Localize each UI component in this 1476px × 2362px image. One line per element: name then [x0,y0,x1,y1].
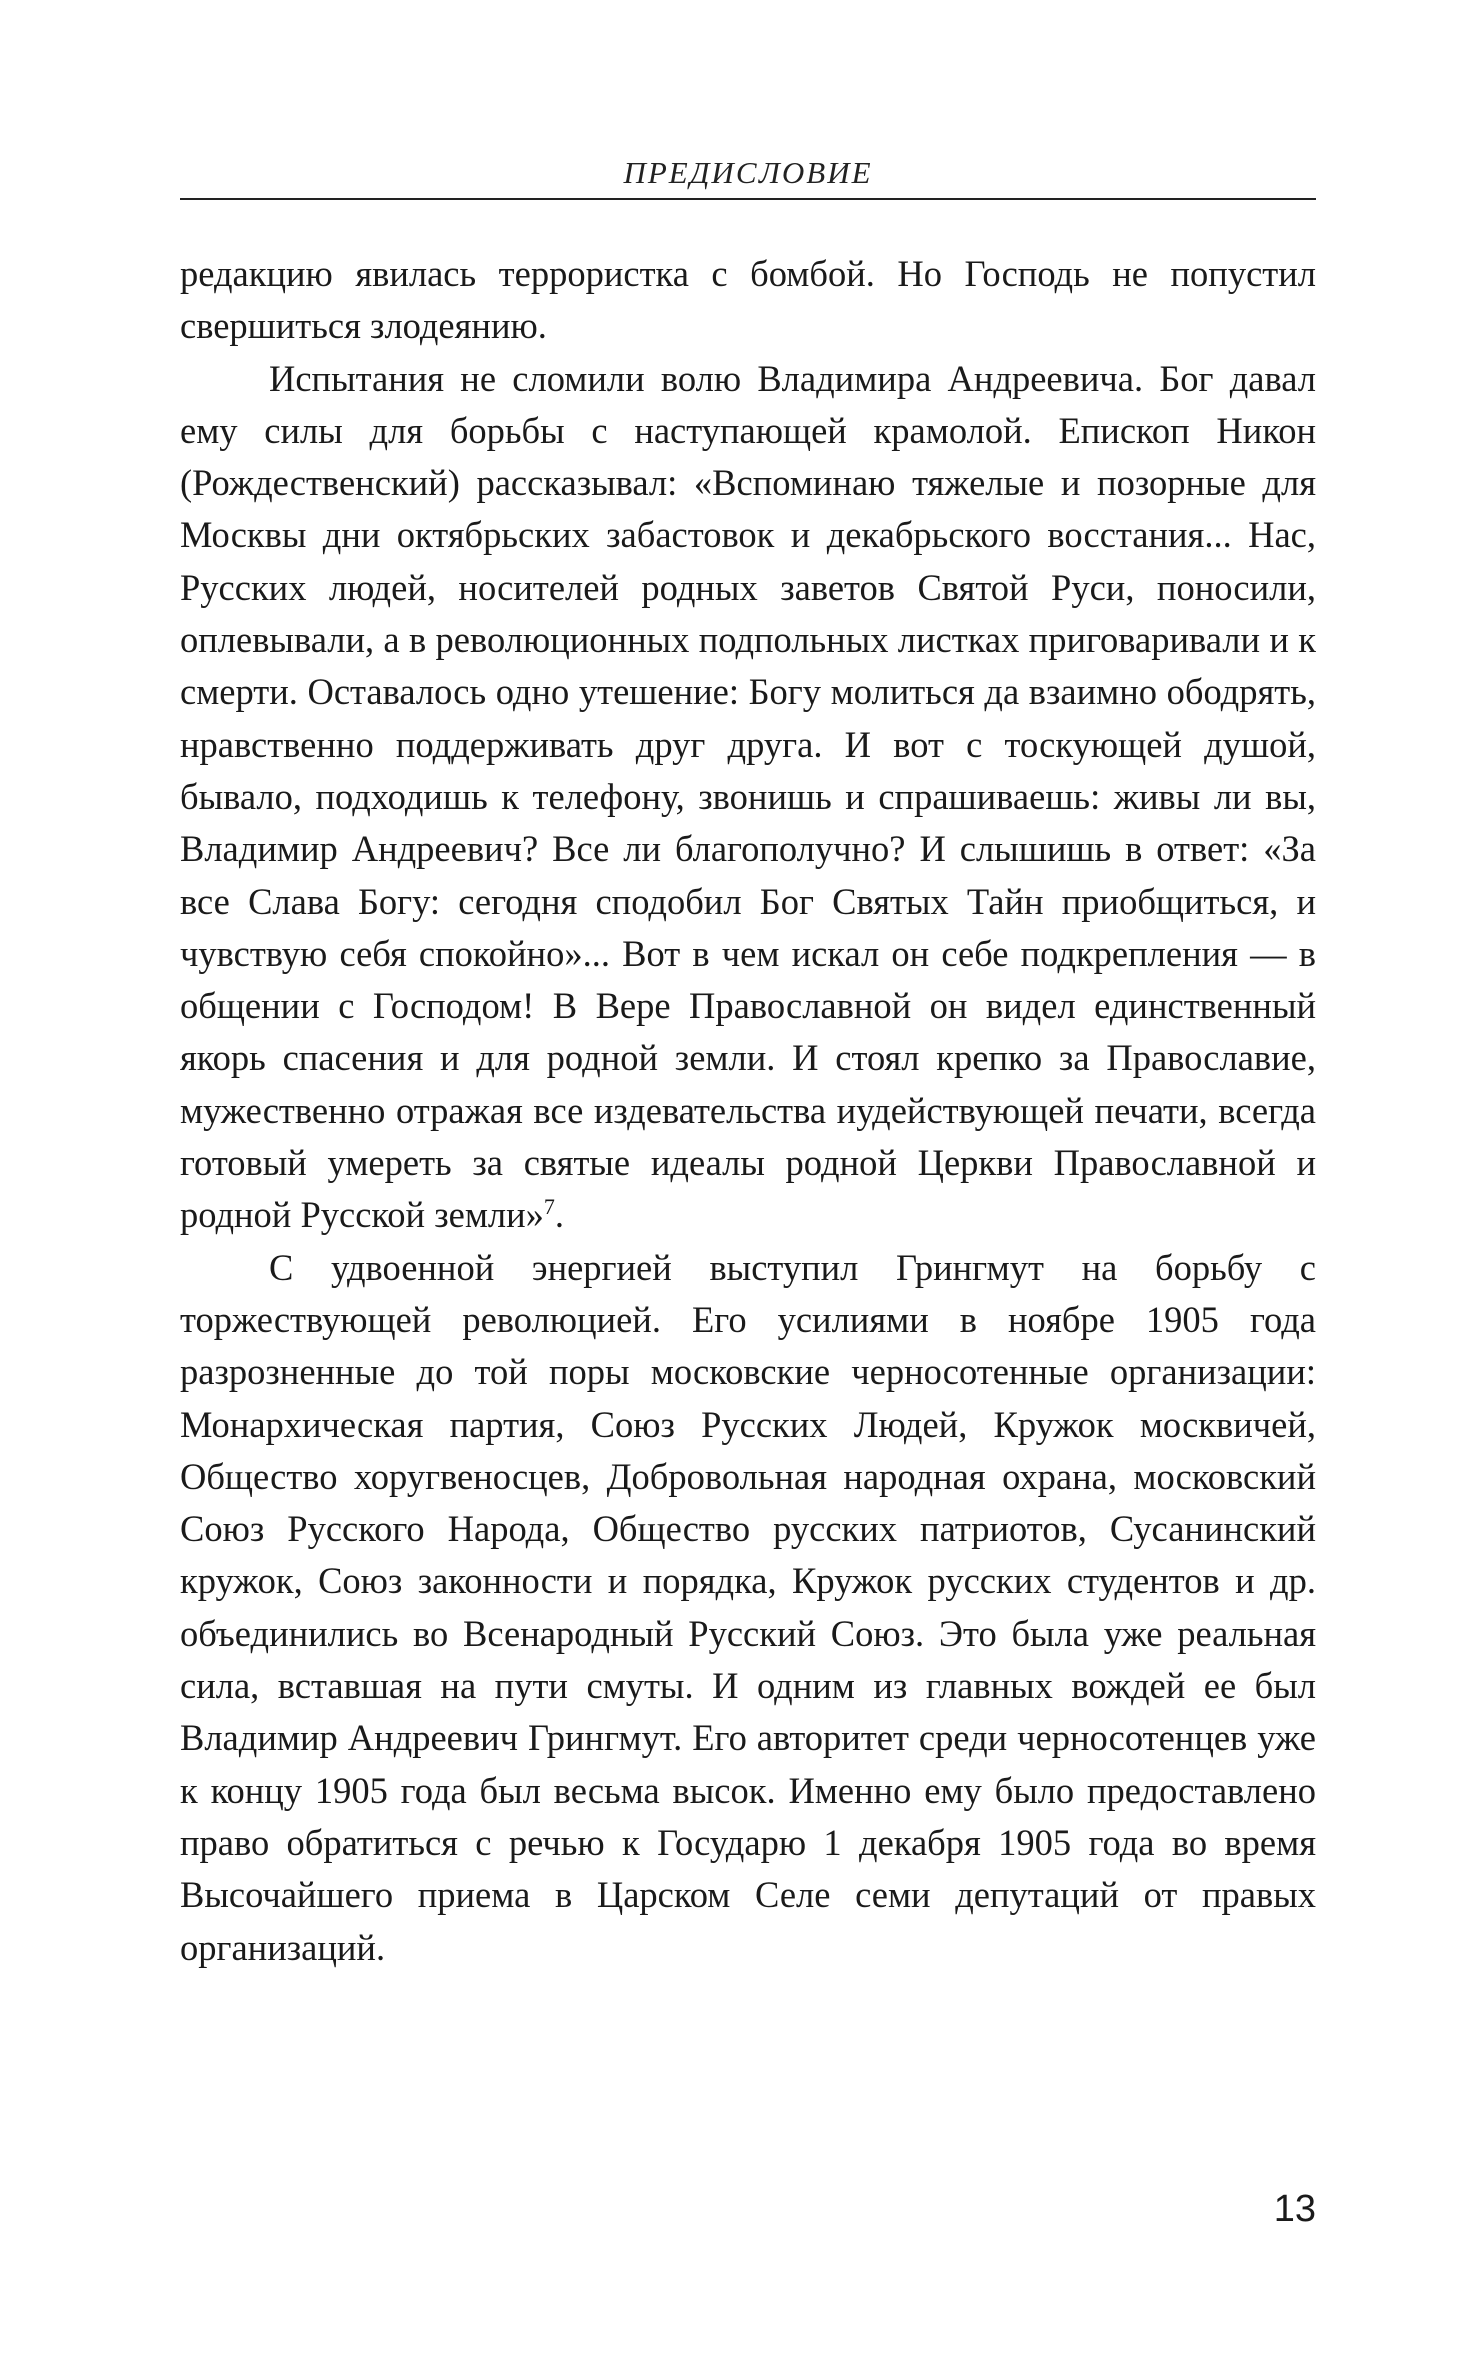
page-number: 13 [1273,2188,1316,2230]
running-header [180,152,1316,200]
footnote-reference[interactable]: 7 [543,1194,555,1220]
paragraph-2-tail: . [554,1194,565,1236]
paragraph-3: С удвоенной энергией выступил Грингмут на борьбу с торжествующей революцией. Его усилиями в ноябре 1905 года разрозненные до той поры московские черносотенные организации: Монархическая партия, Союз Русских Людей, Кружок москвичей, Общество хоругвеносцев, Добровольная народная охрана, московский Союз Русского Народа, Общество русских патриотов, Сусанинский кружок, Союз законности и порядка, Кружок русских студентов и др. объединились во Всенародный Русский Союз. Это была уже реальная сила, вставшая на пути смуты. И одним из главных вождей ее был Владимир Андреевич Грингмут. Его авторитет среди черносотенцев уже к концу 1905 года был весьма высок. Именно ему было предоставлено право обратиться с речью к Государю 1 декабря 1905 года во время Высочайшего приема в Царском Селе семи депутаций от правых организаций. [180,1246,1316,1968]
running-header-title: ПРЕДИСЛОВИЕ [623,155,873,190]
paragraph-1: редакцию явилась террористка с бомбой. Но Господь не попустил свершиться злодеянию. [180,253,1316,347]
body-text [180,248,1316,1974]
paragraph-2 [180,353,1316,1242]
paragraph-2-text: Испытания не сломили волю Владимира Андреевича. Бог давал ему силы для борьбы с наступающей крамолой. Епископ Никон (Рождественский) рассказывал: «Вспоминаю тяжелые и позорные для Москвы дни октябрьских забастовок и декабрьского восстания... Нас, Русских людей, носителей родных заветов Святой Руси, поносили, оплевывали, а в революционных подпольных листках приговаривали и к смерти. Оставалось одно утешение: Богу молиться да взаимно ободрять, нравственно поддерживать друг друга. И вот с тоскующей душой, бывало, подходишь к телефону, звонишь и спрашиваешь: живы ли вы, Владимир Андреевич? Все ли благополучно? И слышишь в ответ: «За все Слава Богу: сегодня сподобил Бог Святых Тайн приобщиться, и чувствую себя спокойно»... Вот в чем искал он себе подкрепления — в общении с Господом! В Вере Православной он видел единственный якорь спасения и для родной земли. И стоял крепко за Православие, мужественно отражая все издевательства иудействующей печати, всегда готовый умереть за святые идеалы родной Церкви Православной и родной Русской земли» [180,357,1316,1236]
